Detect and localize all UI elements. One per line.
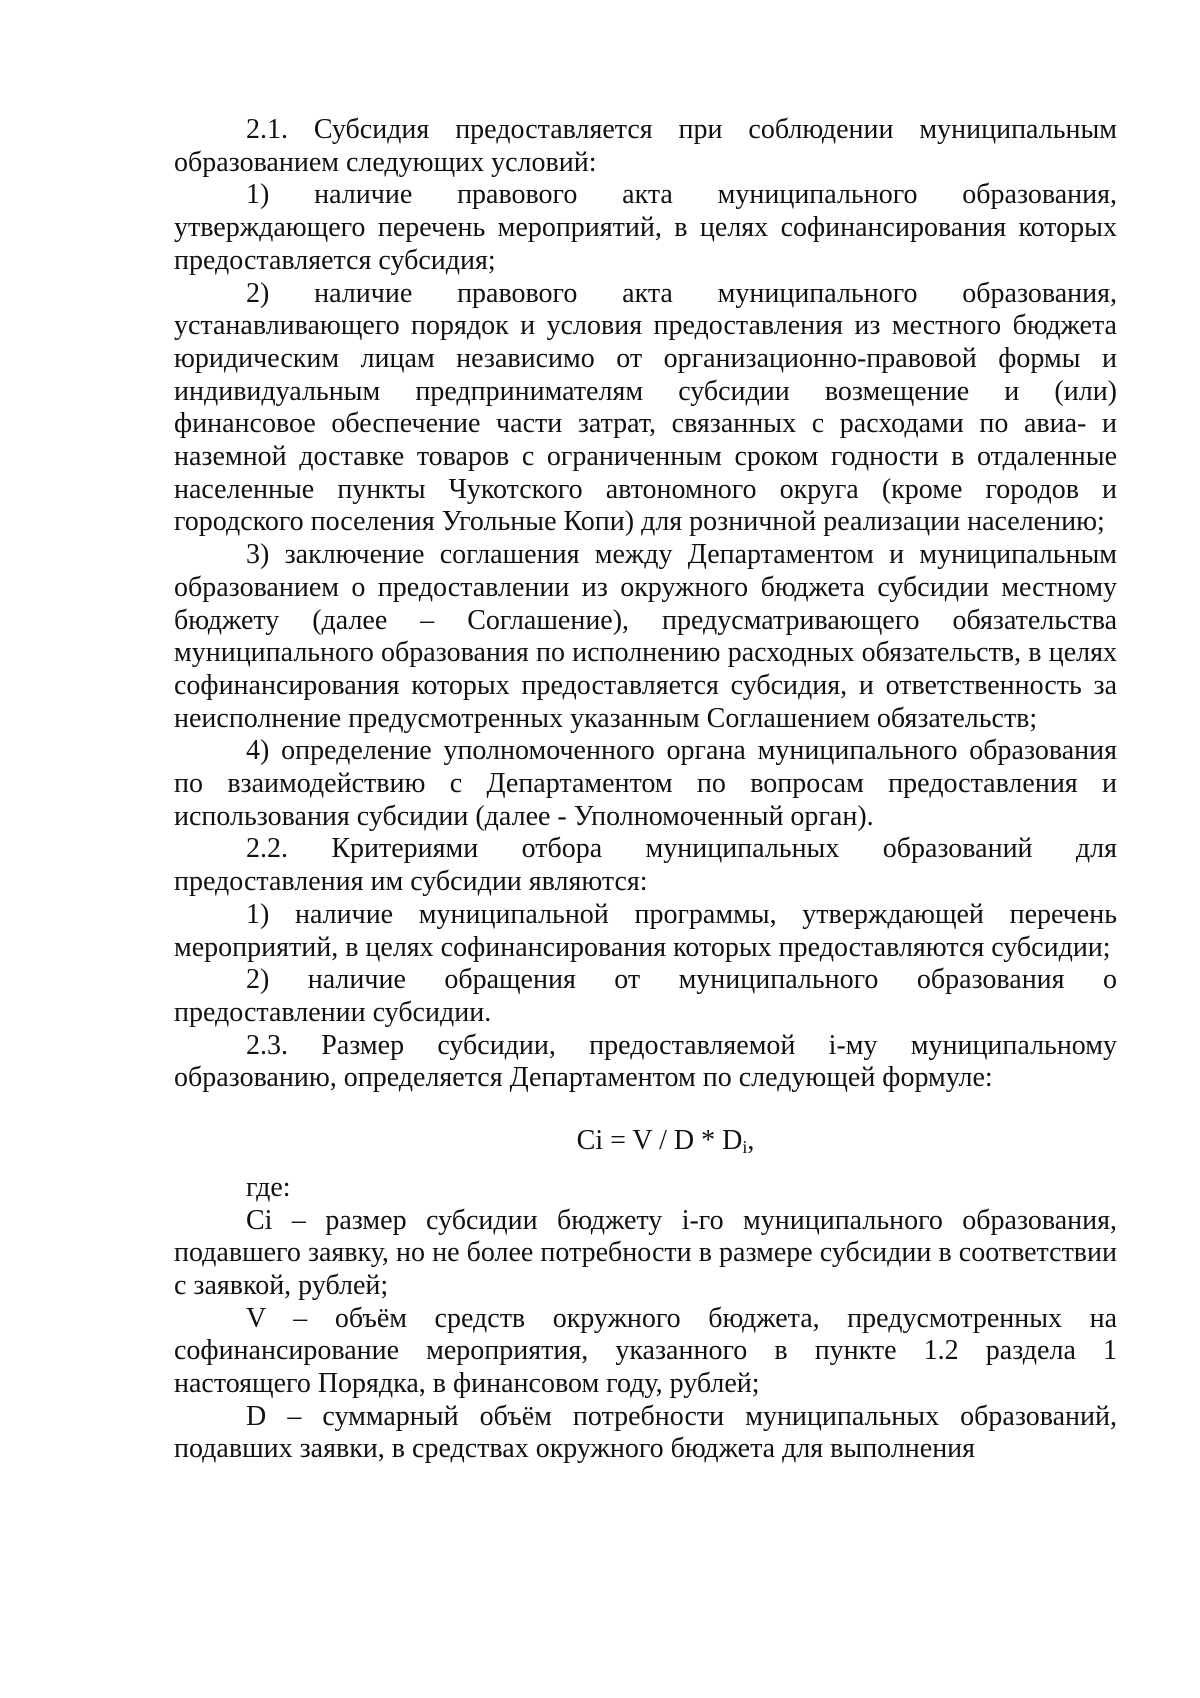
paragraph-2-2: 2.2. Критериями отбора муниципальных образований для предоставления им субсидии являются: (174, 833, 1117, 898)
formula-subscript: i (742, 1137, 748, 1158)
paragraph-2-3: 2.3. Размер субсидии, предоставляемой i-му муниципальному образованию, определяется Департаментом по следующей формуле: (174, 1029, 1117, 1094)
formula-trailing: , (747, 1125, 755, 1157)
document-body (174, 114, 1117, 1466)
condition-4: 4) определение уполномоченного органа муниципального образования по взаимодействию с Департаментом по вопросам предоставления и использования субсидии (далее - Уполномоченный орган). (174, 735, 1117, 832)
condition-2: 2) наличие правового акта муниципального образования, устанавливающего порядок и условия предоставления из местного бюджета юридическим лицам независимо от организационно-правовой формы и индивидуальным предпринимателям субсидии возмещение и (или) финансовое обеспечение части затрат, связанных с расходами по авиа- и наземной доставке товаров с ограниченным сроком годности в отдаленные населенные пункты Чукотского автономного округа (кроме городов и городского поселения Угольные Копи) для розничной реализации населению; (174, 277, 1117, 538)
condition-3: 3) заключение соглашения между Департаментом и муниципальным образованием о предоставлении из окружного бюджета субсидии местному бюджету (далее – Соглашение), предусматривающего обязательства муниципального образования по исполнению расходных обязательств, в целях софинансирования которых предоставляется субсидия, и ответственность за неисполнение предусмотренных указанным Соглашением обязательств; (174, 539, 1117, 734)
definition-d: D – суммарный объём потребности муниципальных образований, подавших заявки, в средствах окружного бюджета для выполнения (174, 1400, 1117, 1465)
condition-1: 1) наличие правового акта муниципального образования, утверждающего перечень мероприятий, в целях софинансирования которых предоставляется субсидия; (174, 179, 1117, 276)
paragraph-2-1: 2.1. Субсидия предоставляется при соблюдении муниципальным образованием следующих условий: (174, 114, 1117, 178)
where-label: где: (246, 1171, 291, 1203)
subsidy-formula (174, 1125, 1117, 1164)
definition-ci: Ci – размер субсидии бюджету i-го муниципального образования, подавшего заявку, но не более потребности в размере субсидии в соответствии с заявкой, рублей; (174, 1204, 1117, 1301)
criterion-1: 1) наличие муниципальной программы, утверждающей перечень мероприятий, в целях софинансирования которых предоставляются субсидии; (174, 898, 1117, 963)
formula-main: Ci = V / D * D (576, 1125, 743, 1157)
criterion-2: 2) наличие обращения от муниципального образования о предоставлении субсидии. (174, 964, 1117, 1028)
definition-v: V – объём средств окружного бюджета, предусмотренных на софинансирование мероприятия, указанного в пункте 1.2 раздела 1 настоящего Порядка, в финансовом году, рублей; (174, 1302, 1117, 1400)
